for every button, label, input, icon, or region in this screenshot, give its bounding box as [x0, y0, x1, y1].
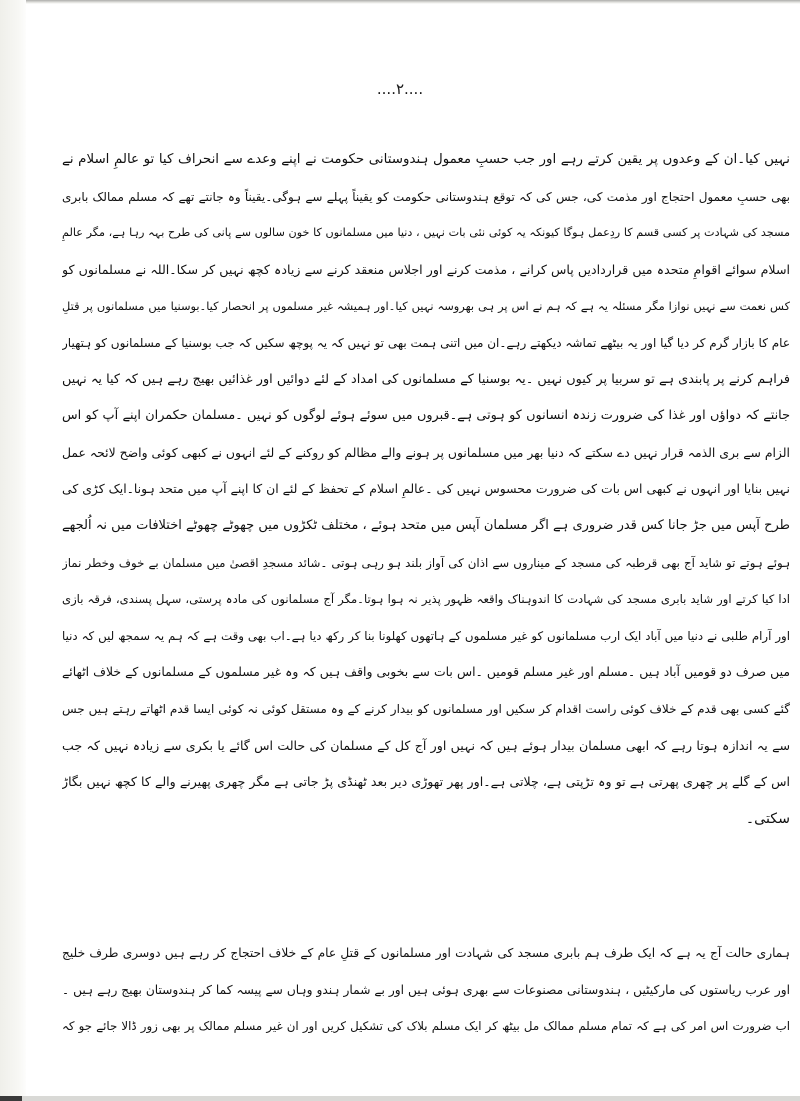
text-line: اور آرام طلبی نے دنیا میں آباد ایک ارب مسلمانوں کو غیر مسلموں کے ہاتھوں کھلونا بنا کر رکھ دیا ہے۔اب بھی وقت ہے کہ ہم یہ سمجھ لیں کہ دنیا [62, 628, 790, 643]
text-line: بھی حسبِ معمول احتجاج اور مذمت کی، جس کی کہ توقع ہندوستانی حکومت کو یقیناً پہلے سے ہوگی۔یقیناً وہ جانتے تھے کہ مسلم ممالک بابری [62, 189, 790, 204]
scan-corner-shadow [0, 1096, 22, 1101]
page-number: ....۲.... [376, 80, 424, 98]
text-line: اور عرب ریاستوں کی مارکیٹیں ، ہندوستانی مصنوعات سے بھری ہوئی ہیں اور بے شمار ہندو وہاں سے پیسہ کما کر ہندوستان بھیج رہے ہیں ۔ [62, 982, 790, 997]
text-line: اس کے گلے پر چھری پھرتی ہے تو وہ تڑپتی ہے، چلاتی ہے۔اور پھر تھوڑی دیر بعد ٹھنڈی پڑ جاتی ہے مگر چھری پھیرنے والے کا کچھ نہیں بگاڑ [62, 774, 790, 790]
text-line: اسلام سوائے اقوامِ متحدہ میں قراردادیں پاس کرانے ، مذمت کرنے اور اجلاس منعقد کرنے سے زیادہ کچھ نہیں کر سکا۔اللہ نے مسلمانوں کو [62, 261, 790, 277]
text-line: کس نعمت سے نہیں نوازا مگر مسئلہ یہ ہے کہ ہم نے اس پر ہی بھروسہ نہیں کیا۔اور ہمیشہ غیر مسلموں پر انحصار کیا۔بوسنیا میں مسلمانوں پر قتلِ [62, 299, 790, 314]
text-line: گئے کسی بھی قدم کے خلاف کوئی راست اقدام کر سکیں اور مسلمانوں کو بیدار کرنے کے وہ مستقل کوئی نہ کوئی ایسا قدم اٹھاتے رہتے ہیں جس [62, 701, 790, 716]
paragraph-1 [62, 142, 790, 837]
scan-top-edge [26, 0, 800, 4]
scan-left-edge [0, 0, 26, 1101]
text-line: طرح آپس میں جڑ جانا کس قدر ضروری ہے اگر مسلمان آپس میں متحد ہوئے ، مختلف ٹکڑوں میں چھوٹے چھوٹے اختلافات میں نہ اُلجھے [62, 517, 790, 533]
paragraph-2 [62, 935, 790, 1045]
text-line: ہوئے ہوتے تو شاید آج بھی قرطبہ کی مسجد کے میناروں سے اذان کی آواز بلند ہو رہی ہوتی ۔شائد مسجدِ اقصیٰ میں مسلمان بے خوف وخطر نماز [62, 555, 790, 570]
scan-bottom-edge [0, 1096, 800, 1101]
text-line: مسجد کی شہادت پر کسی قسم کا ردِعمل ہوگا کیونکہ یہ کوئی نئی بات نہیں ، دنیا میں مسلمانوں کا خون سالوں سے پانی کی طرح بہہ رہا ہے، مگر عالمِ [62, 226, 790, 240]
text-line: نہیں بنایا اور انہوں نے کبھی اس بات کی ضرورت محسوس نہیں کی ۔عالمِ اسلام کے تحفظ کے لئے ان کا اپنے آپ میں متحد ہونا۔ایک کڑی کی [62, 481, 790, 497]
text-line: جانتے کہ دواؤں اور غذا کی ضرورت زندہ انسانوں کو ہوتی ہے۔قبروں میں سوئے ہوئے لوگوں کو نہیں ۔مسلمان حکمران اپنے آپ کو اس [62, 408, 790, 424]
text-line-final: سکتی۔ [745, 810, 790, 827]
text-line: ہماری حالت آج یہ ہے کہ ایک طرف ہم بابری مسجد کی شہادت اور مسلمانوں کے قتلِ عام کے خلاف احتجاج کر رہے ہیں دوسری طرف خلیج [62, 946, 790, 960]
text-line: میں صرف دو قومیں آباد ہیں ۔مسلم اور غیر مسلم قومیں ۔اس بات سے بخوبی واقف ہیں کہ وہ غیر مسلموں کے مسلمانوں کے خلاف اٹھائے [62, 664, 790, 680]
text-line: فراہم کرنے پر پابندی ہے تو سربیا پر کیوں نہیں ۔یہ بوسنیا کے مسلمانوں کی امداد کے لئے دوائیں اور غذائیں بھیج رہے ہیں کہ کیا یہ نہیں [62, 371, 790, 387]
text-line: نہیں کیا۔ان کے وعدوں پر یقین کرتے رہے اور جب حسبِ معمول ہندوستانی حکومت نے اپنے وعدے سے انحراف کیا تو عالمِ اسلام نے [62, 152, 790, 167]
text-line: الزام سے بری الذمہ قرار نہیں دے سکتے کہ دنیا بھر میں مسلمانوں پر ہونے والے مظالم کو روکنے کے لئے انہوں نے کبھی کوئی واضح لائحہ عمل [62, 444, 790, 460]
text-line: عام کا بازار گرم کر دیا گیا اور یہ بیٹھے تماشہ دیکھتے رہے۔ان میں اتنی ہمت بھی تو نہیں کہ یہ پوچھ سکیں کہ جب بوسنیا کے مسلمانوں کو ہتھیار [62, 335, 790, 350]
text-line: اب ضرورت اس امر کی ہے کہ تمام مسلم ممالک مل بیٹھ کر ایک مسلم بلاک کی تشکیل کریں اور ان غیر مسلم ممالک پر بھی زور ڈالا جائے جو کہ [62, 1019, 790, 1034]
text-line: سے یہ اندازہ ہوتا رہے کہ ابھی مسلمان بیدار ہوئے ہیں کہ نہیں اور آج کل کے مسلمان کی حالت اس گائے یا بکری سے زیادہ نہیں کہ جب [62, 737, 790, 753]
text-line: ادا کیا کرتے اور شاید بابری مسجد کی شہادت کا اندوہناک واقعہ ظہور پذیر نہ ہوا ہوتا۔مگر آج مسلمانوں کی مادہ پرستی، سہل پسندی، فرقہ بازی [62, 592, 790, 607]
